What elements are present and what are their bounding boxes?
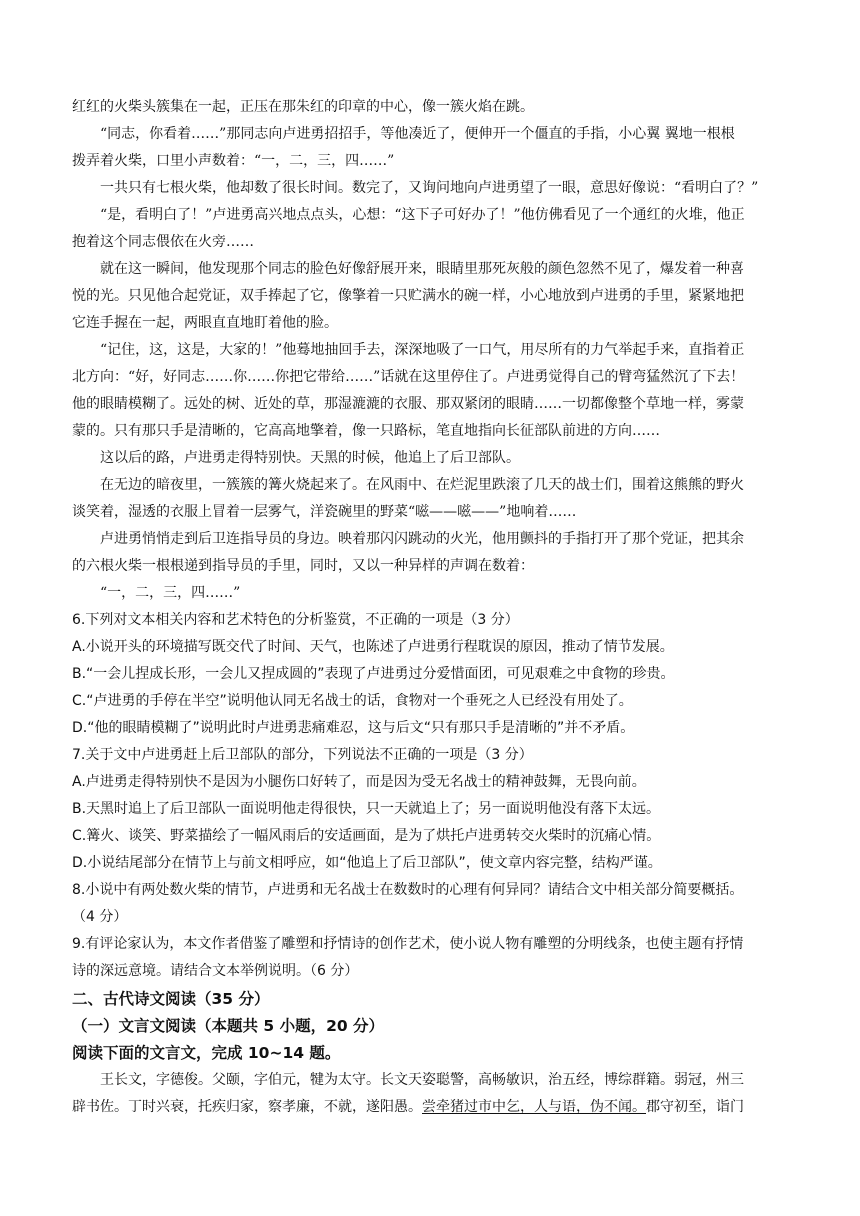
story-paragraph-cont: 拨弄着火柴，口里小声数着：“一，二，三，四……” xyxy=(72,153,395,169)
question-6-option-d: D.“他的眼睛模糊了”说明此时卢进勇悲痛难忍，这与后文“只有那只手是清晰的”并不矛盾。 xyxy=(72,720,635,736)
underlined-sentence: 尝牵猪过市中乞，人与语，伪不闻。 xyxy=(422,1099,646,1115)
story-paragraph: 这以后的路，卢进勇走得特别快。天黑的时候，他追上了后卫部队。 xyxy=(100,450,520,466)
question-6-option-b: B.“一会儿捏成长形，一会儿又捏成圆的”表现了卢进勇过分爱惜面团，可见艰难之中食物的珍贵。 xyxy=(72,666,675,682)
classical-text-segment: 辟书佐。丁时兴衰，托疾归家，察孝廉，不就，遂阳愚。 xyxy=(72,1099,422,1115)
subsection-heading: （一）文言文阅读（本题共 5 小题，20 分） xyxy=(72,1017,385,1035)
classical-text-segment: 郡守初至，诣门 xyxy=(646,1099,744,1115)
question-7-option-a: A.卢进勇走得特别快不是因为小腿伤口好转了，而是因为受无名战士的精神鼓舞，无畏向前。 xyxy=(72,774,646,790)
story-paragraph: “一，二，三，四……” xyxy=(100,585,241,601)
story-paragraph-cont: 谈笑着，湿透的衣服上冒着一层雾气，洋瓷碗里的野菜“嗞——嗞——”地响着…… xyxy=(72,504,577,520)
question-8-points: （4 分） xyxy=(72,909,128,925)
story-paragraph-cont: 抱着这个同志偎依在火旁…… xyxy=(72,234,254,250)
story-paragraph-cont: 它连手握在一起，两眼直直地盯着他的脸。 xyxy=(72,315,338,331)
question-6-option-c: C.“卢进勇的手停在半空”说明他认同无名战士的话，食物对一个垂死之人已经没有用处了。 xyxy=(72,693,633,709)
question-6-option-a: A.小说开头的环境描写既交代了时间、天气，也陈述了卢进勇行程耽误的原因，推动了情节发展。 xyxy=(72,639,674,655)
story-paragraph: 在无边的暗夜里，一簇簇的篝火烧起来了。在风雨中、在烂泥里跌滚了几天的战士们，围着这熊熊的野火 xyxy=(100,477,744,493)
story-paragraph-cont: 的六根火柴一根根递到指导员的手里，同时，又以一种异样的声调在数着： xyxy=(72,558,534,574)
story-paragraph-cont: 蒙的。只有那只手是清晰的，它高高地擎着，像一只路标，笔直地指向长征部队前进的方向…… xyxy=(72,423,660,439)
classical-text-line xyxy=(100,1071,792,1089)
classical-text-line xyxy=(72,1098,792,1116)
question-7-option-d: D.小说结尾部分在情节上与前文相呼应，如“他追上了后卫部队”，使文章内容完整，结构严谨。 xyxy=(72,855,662,871)
classical-text-segment: 王长文，字德俊。父颐，字伯元，犍为太守。长文天姿聪警，高畅敏识，治 xyxy=(100,1072,562,1088)
story-paragraph-cont: 北方向：“好，好同志……你……你把它带给……”话就在这里停住了。卢进勇觉得自己的臂弯猛然沉了下去！ xyxy=(72,369,745,385)
story-paragraph: 红红的火柴头簇集在一起，正压在那朱红的印章的中心，像一簇火焰在跳。 xyxy=(72,99,534,115)
story-paragraph: 卢进勇悄悄走到后卫连指导员的身边。映着那闪闪跳动的火光，他用颤抖的手指打开了那个党证，把其余 xyxy=(100,531,744,547)
story-paragraph: 一共只有七根火柴，他却数了很长时间。数完了，又询问地向卢进勇望了一眼，意思好像说：“看明白了？” xyxy=(100,180,759,196)
question-9: 9.有评论家认为，本文作者借鉴了雕塑和抒情诗的创作艺术，使小说人物有雕塑的分明线条，也使主题有抒情 xyxy=(72,936,744,952)
classical-text-segment: ，博综群籍。弱冠，州三 xyxy=(590,1072,744,1088)
story-paragraph-cont: 悦的光。只见他合起党证，双手捧起了它，像擎着一只贮满水的碗一样，小心地放到卢进勇的手里，紧紧地把 xyxy=(72,288,744,304)
reading-instruction: 阅读下面的文言文，完成 10~14 题。 xyxy=(72,1044,341,1062)
story-paragraph-cont: 他的眼睛模糊了。远处的树、近处的草，那湿漉漉的衣服、那双紧闭的眼睛……一切都像整个草地一样，雾蒙 xyxy=(72,396,744,412)
section-heading: 二、古代诗文阅读（35 分） xyxy=(72,990,270,1008)
question-7: 7.关于文中卢进勇赶上后卫部队的部分，下列说法不正确的一项是（3 分） xyxy=(72,747,533,763)
question-9-cont: 诗的深远意境。请结合文本举例说明。（6 分） xyxy=(72,963,359,979)
question-7-option-b: B.天黑时追上了后卫部队一面说明他走得很快，只一天就追上了；另一面说明他没有落下太远。 xyxy=(72,801,661,817)
question-7-option-c: C.篝火、谈笑、野菜描绘了一幅风雨后的安适画面，是为了烘托卢进勇转交火柴时的沉痛心情。 xyxy=(72,828,661,844)
dotted-emphasis: 五经 xyxy=(562,1072,590,1088)
question-6: 6.下列对文本相关内容和艺术特色的分析鉴赏，不正确的一项是（3 分） xyxy=(72,612,519,628)
story-paragraph: 就在这一瞬间，他发现那个同志的脸色好像舒展开来，眼睛里那死灰般的颜色忽然不见了，爆发着一种喜 xyxy=(100,261,744,277)
story-paragraph: “记住，这，这是，大家的！”他蓦地抽回手去，深深地吸了一口气，用尽所有的力气举起手来，直指着正 xyxy=(100,342,745,358)
question-8: 8.小说中有两处数火柴的情节，卢进勇和无名战士在数数时的心理有何异同？请结合文中相关部分简要概括。 xyxy=(72,882,744,898)
story-paragraph: “是，看明白了！”卢进勇高兴地点点头，心想：“这下子可好办了！”他仿佛看见了一个通红的火堆，他正 xyxy=(100,207,745,223)
story-paragraph: “同志，你看着……”那同志向卢进勇招招手，等他凑近了，便伸开一个僵直的手指，小心翼 翼地一根根 xyxy=(100,126,735,142)
